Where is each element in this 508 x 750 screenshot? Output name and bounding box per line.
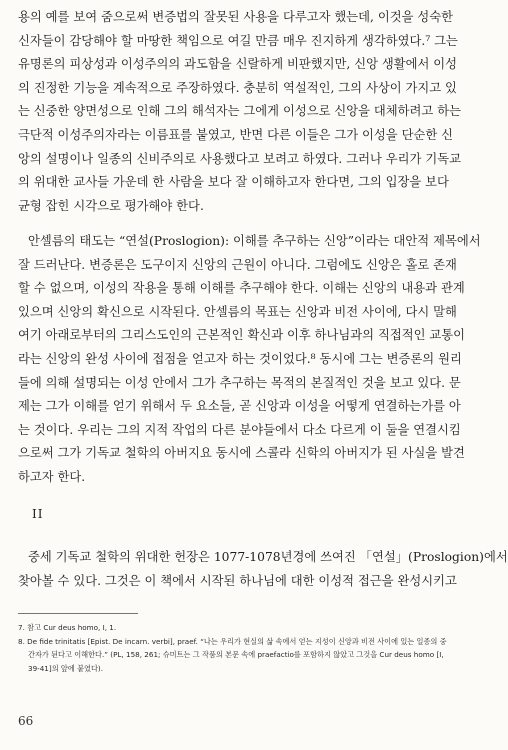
text-line: 유명론의 피상성과 이성주의의 과도함을 신랄하게 비판했지만, 신앙 생활에서 이성: [18, 57, 458, 72]
text-line: 균형 잡힌 시각으로 평가해야 한다.: [18, 198, 204, 213]
text-line: 하고자 한다.: [18, 469, 86, 484]
footnotes: [18, 621, 454, 675]
paragraph-3: [18, 546, 508, 593]
text-line: 잘 드러난다. 변증론은 도구이지 신앙의 근원이 아니다. 그럼에도 신앙은 홀로 존재: [18, 257, 457, 272]
text-line: 안셀름의 태도는 “연설(Proslogion): 이해를 추구하는 신앙”이라는 대안적 제목에서: [28, 234, 481, 248]
text-line: 의 위대한 교사들 가운데 한 사람을 보다 잘 이해하고자 한다면, 그의 입장을 보다: [18, 175, 449, 190]
text-line: 들에 의해 설명되는 이성 안에서 그가 추구하는 목적의 본질적인 것을 보고 있다. 문: [18, 375, 461, 390]
footnote-8-continued: 간자가 된다고 이해한다.” (PL, 158, 261; 슈미트는 그 작품의 본문 속에 praefactio를 포함하지 않았고 그것을 Cur deus homo [I,: [28, 650, 444, 659]
text-line: 극단적 이성주의자라는 이름표를 붙였고, 반면 다른 이들은 그가 이성을 단순한 신: [18, 127, 453, 142]
text-line: 제는 그가 이해를 얻기 위해서 두 요소들, 곧 신앙과 이성을 어떻게 연결하는가를 아: [18, 399, 461, 414]
text-line: 용의 예를 보여 줌으로써 변증법의 잘못된 사용을 다루고자 했는데, 이것을 성숙한: [18, 10, 453, 24]
page-number: 66: [18, 714, 34, 728]
text-line: 있으며 신앙의 확신으로 시작된다. 안셀름의 목표는 신앙과 비전 사이에, 다시 말해: [18, 304, 457, 319]
footnote-7: 7. 참고 Cur deus homo, I, 1.: [18, 623, 117, 632]
footnote-8: 8. De fide trinitatis [Epist. De incarn. verbi], praef. “나는 우리가 현실의 삶 속에서 얻는 지성이 신앙과 비전 사이에 있는 일종의 중: [18, 636, 447, 646]
text-line: 찾아볼 수 있다. 그것은 이 책에서 시작된 하나님에 대한 이성적 접근을 완성시키고: [18, 573, 457, 588]
paragraph-2: [18, 230, 481, 490]
text-line: 라는 신앙의 완성 사이에 접점을 얻고자 하는 것이었다.⁸ 동시에 그는 변증론의 원리: [18, 351, 462, 366]
footnote-8-continued: 39-41]의 앞에 붙였다).: [28, 663, 104, 673]
text-line: 여기 아래로부터의 그리스도인의 근본적인 확신과 이후 하나님과의 직접적인 교통이: [18, 328, 466, 343]
text-line: 앙의 설명이나 일종의 신비주의로 사용했다고 보려고 하였다. 그러나 우리가 기독교: [18, 151, 461, 166]
text-line: 신자들이 감당해야 할 마땅한 책임으로 여길 만큼 매우 진지하게 생각하였다.⁷ 그는: [18, 33, 458, 48]
text-line: 할 수 없으며, 이성의 작용을 통해 이해를 추구해야 한다. 이해는 신앙의 내용과 관계: [18, 281, 465, 296]
text-line: 의 진정한 기능을 계속적으로 주장하였다. 충분히 역설적인, 그의 사상이 가지고 있: [18, 80, 457, 95]
section-heading: II: [32, 507, 44, 521]
paragraph-1: [18, 6, 461, 218]
text-line: 으로써 그가 기독교 철학의 아버지요 동시에 스콜라 신학의 아버지가 된 사실을 발견: [18, 446, 465, 461]
text-line: 는 것이다. 우리는 그의 지적 작업의 다른 분야들에서 다소 다르게 이 둘을 연결시킴: [18, 422, 461, 437]
footnote-divider: [18, 613, 138, 614]
text-line: 중세 기독교 철학의 위대한 헌장은 1077-1078년경에 쓰여진 「연설」(Proslogion)에서: [28, 550, 508, 564]
text-line: 는 신중한 양면성으로 인해 그의 해석자는 그에게 이성으로 신앙을 대체하려고 하는: [18, 104, 461, 119]
